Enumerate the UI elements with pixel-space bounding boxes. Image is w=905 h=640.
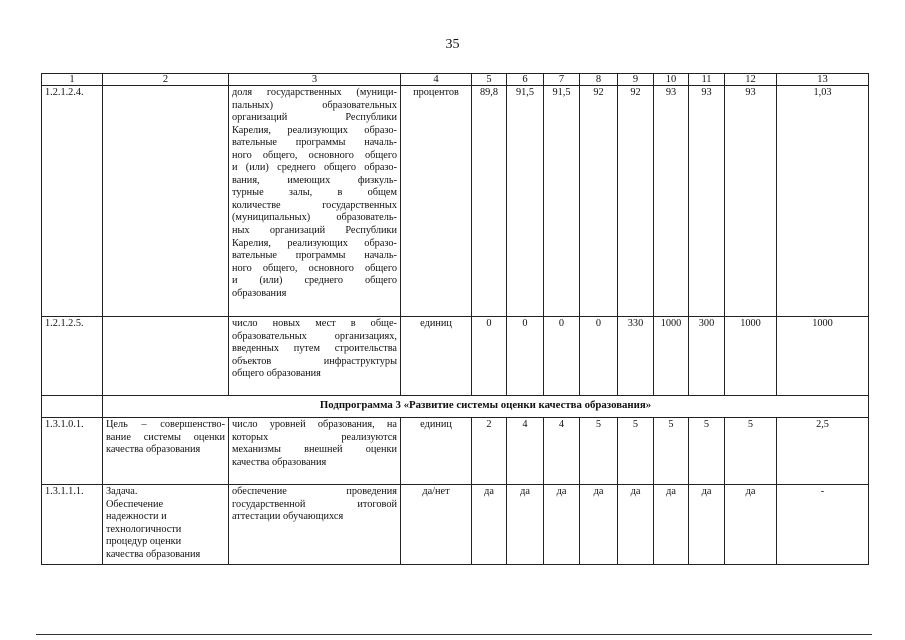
subprogram-title: Подпрограмма 3 «Развитие системы оценки качества образования» bbox=[103, 396, 869, 418]
row-code: 1.3.1.0.1. bbox=[42, 418, 103, 485]
value-cell: да bbox=[689, 485, 725, 565]
value-cell: 92 bbox=[580, 86, 618, 317]
indicator-cell bbox=[229, 485, 401, 565]
value-cell: 0 bbox=[544, 317, 580, 396]
value-cell: 5 bbox=[654, 418, 689, 485]
value-cell: 2 bbox=[472, 418, 507, 485]
value-cell: 92 bbox=[618, 86, 654, 317]
indicator-line: и (или) среднего общего образо- bbox=[232, 162, 397, 174]
value-cell: - bbox=[777, 485, 869, 565]
row-code: 1.2.1.2.4. bbox=[42, 86, 103, 317]
indicator-cell bbox=[229, 418, 401, 485]
value-cell: 5 bbox=[580, 418, 618, 485]
header-cell: 13 bbox=[777, 74, 869, 86]
goal-line: качества образования bbox=[106, 444, 201, 456]
row-code: 1.3.1.1.1. bbox=[42, 485, 103, 565]
goal-cell bbox=[103, 418, 229, 485]
value-cell: 330 bbox=[618, 317, 654, 396]
value-cell: да bbox=[654, 485, 689, 565]
value-cell: 91,5 bbox=[544, 86, 580, 317]
indicator-line: вания, имеющих физкуль- bbox=[232, 174, 397, 186]
indicator-line: механизмы внешней оценки bbox=[232, 444, 397, 456]
indicator-line: вательные программы началь- bbox=[232, 250, 397, 262]
goal-line: Задача. bbox=[106, 486, 138, 497]
goal-line: вание системы оценки bbox=[106, 431, 225, 443]
indicator-line: общего образования bbox=[232, 368, 321, 380]
header-cell: 2 bbox=[103, 74, 229, 86]
bottom-rule bbox=[36, 634, 872, 635]
indicator-line: объектов инфраструктуры bbox=[232, 355, 397, 367]
indicator-cell bbox=[229, 86, 401, 317]
indicators-table bbox=[41, 73, 869, 565]
indicator-line: ного общего, основного общего bbox=[232, 262, 397, 274]
indicator-line: Карелия, реализующих образо- bbox=[232, 124, 397, 136]
indicator-cell bbox=[229, 317, 401, 396]
subprogram-row bbox=[42, 396, 869, 418]
indicator-line: количестве государственных bbox=[232, 199, 397, 211]
goal-line: надежности и bbox=[106, 511, 167, 523]
value-cell: 1000 bbox=[654, 317, 689, 396]
header-row bbox=[42, 74, 869, 86]
indicator-line: обеспечение проведения bbox=[232, 486, 397, 497]
value-cell: 0 bbox=[507, 317, 544, 396]
indicator-line: образования bbox=[232, 287, 287, 299]
value-cell: да bbox=[618, 485, 654, 565]
header-cell: 3 bbox=[229, 74, 401, 86]
value-cell: 0 bbox=[472, 317, 507, 396]
indicator-line: число уровней образования, на bbox=[232, 419, 397, 430]
goal-line: технологичности bbox=[106, 523, 182, 535]
header-cell: 11 bbox=[689, 74, 725, 86]
value-cell: 4 bbox=[544, 418, 580, 485]
table-row bbox=[42, 485, 869, 565]
unit-cell: единиц bbox=[401, 317, 472, 396]
goal-cell bbox=[103, 485, 229, 565]
table-row bbox=[42, 86, 869, 317]
header-cell: 12 bbox=[725, 74, 777, 86]
indicator-line: ных организаций Республики bbox=[232, 225, 397, 237]
indicator-line: государственной итоговой bbox=[232, 498, 397, 510]
indicator-line: Карелия, реализующих образо- bbox=[232, 237, 397, 249]
value-cell: 91,5 bbox=[507, 86, 544, 317]
indicator-line: число новых мест в обще- bbox=[232, 318, 397, 329]
value-cell: 0 bbox=[580, 317, 618, 396]
value-cell: 89,8 bbox=[472, 86, 507, 317]
indicator-line: вательные программы началь- bbox=[232, 137, 397, 149]
value-cell: да bbox=[544, 485, 580, 565]
header-cell: 6 bbox=[507, 74, 544, 86]
indicator-line: пальных) образовательных bbox=[232, 99, 397, 111]
value-cell: 5 bbox=[618, 418, 654, 485]
value-cell: 5 bbox=[689, 418, 725, 485]
value-cell: да bbox=[507, 485, 544, 565]
value-cell: 5 bbox=[725, 418, 777, 485]
value-cell: 1,03 bbox=[777, 86, 869, 317]
goal-cell bbox=[103, 86, 229, 317]
value-cell: да bbox=[725, 485, 777, 565]
value-cell: 2,5 bbox=[777, 418, 869, 485]
unit-cell: процентов bbox=[401, 86, 472, 317]
indicator-line: организаций Республики bbox=[232, 112, 397, 124]
header-cell: 5 bbox=[472, 74, 507, 86]
value-cell: 93 bbox=[725, 86, 777, 317]
row-code: 1.2.1.2.5. bbox=[42, 317, 103, 396]
goal-cell bbox=[103, 317, 229, 396]
value-cell: 1000 bbox=[725, 317, 777, 396]
indicator-line: доля государственных (муници- bbox=[232, 87, 397, 98]
unit-cell: да/нет bbox=[401, 485, 472, 565]
indicator-line: введенных путем строительства bbox=[232, 343, 397, 355]
header-cell: 4 bbox=[401, 74, 472, 86]
goal-line: качества образования bbox=[106, 548, 201, 560]
indicator-line: турные залы, в общем bbox=[232, 187, 397, 199]
indicator-line: аттестации обучающихся bbox=[232, 511, 344, 523]
header-cell: 9 bbox=[618, 74, 654, 86]
goal-line: Цель – совершенство- bbox=[106, 419, 225, 430]
value-cell: 93 bbox=[654, 86, 689, 317]
value-cell: 4 bbox=[507, 418, 544, 485]
goal-line: процедур оценки bbox=[106, 536, 182, 548]
indicator-line: и (или) среднего общего bbox=[232, 275, 397, 287]
table-row bbox=[42, 317, 869, 396]
value-cell: 1000 bbox=[777, 317, 869, 396]
page-number: 35 bbox=[445, 37, 460, 52]
indicator-line: которых реализуются bbox=[232, 431, 397, 443]
header-cell: 1 bbox=[42, 74, 103, 86]
value-cell: да bbox=[580, 485, 618, 565]
indicator-line: (муниципальных) образователь- bbox=[232, 212, 397, 224]
indicator-line: образовательных организациях, bbox=[232, 330, 397, 342]
indicator-line: ного общего, основного общего bbox=[232, 149, 397, 161]
row-code bbox=[42, 396, 103, 418]
unit-cell: единиц bbox=[401, 418, 472, 485]
value-cell: 93 bbox=[689, 86, 725, 317]
value-cell: 300 bbox=[689, 317, 725, 396]
header-cell: 10 bbox=[654, 74, 689, 86]
header-cell: 7 bbox=[544, 74, 580, 86]
goal-line: Обеспечение bbox=[106, 498, 164, 510]
header-cell: 8 bbox=[580, 74, 618, 86]
indicator-line: качества образования bbox=[232, 456, 327, 468]
table-row bbox=[42, 418, 869, 485]
value-cell: да bbox=[472, 485, 507, 565]
